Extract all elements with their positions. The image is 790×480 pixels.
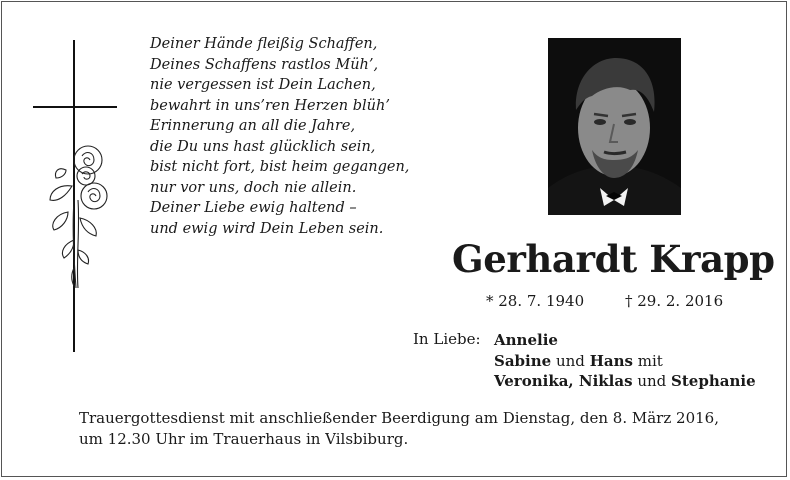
mourner-name: Hans <box>589 351 633 370</box>
mourner-name: Stephanie <box>671 372 756 390</box>
service-line: um 12.30 Uhr im Trauerhaus in Vilsbiburg. <box>79 430 409 448</box>
poem-line: Deines Schaffens rastlos Müh’, <box>150 56 379 73</box>
mourners-line <box>494 351 756 372</box>
poem-line: bewahrt in uns’ren Herzen blüh’ <box>150 97 390 114</box>
mourner-name: Veronika, Niklas <box>494 372 633 390</box>
portrait-photo <box>548 38 681 215</box>
service-line: Trauergottesdienst mit anschließender Beerdigung am Dienstag, den 8. März 2016, <box>79 409 719 427</box>
poem-line: und ewig wird Dein Leben sein. <box>150 220 384 237</box>
roses-icon <box>44 140 116 290</box>
death-date: † 29. 2. 2016 <box>625 292 724 310</box>
poem-line: bist nicht fort, bist heim gegangen, <box>150 159 410 175</box>
cross-icon-bar <box>33 106 117 108</box>
poem-line: Deiner Hände fleißig Schaffen, <box>150 36 378 52</box>
mourners-intro: In Liebe: <box>413 330 481 348</box>
birth-date: * 28. 7. 1940 <box>486 292 585 310</box>
poem-line: die Du uns hast glücklich sein, <box>150 138 376 155</box>
mourners-line <box>494 330 756 351</box>
poem-line: nie vergessen ist Dein Lachen, <box>150 77 376 93</box>
conjunction: mit <box>637 351 663 370</box>
poem-line: Erinnerung an all die Jahre, <box>150 118 356 134</box>
poem-line: Deiner Liebe ewig haltend – <box>150 200 357 216</box>
service-info <box>79 408 779 450</box>
poem-line: nur vor uns, doch nie allein. <box>150 179 357 196</box>
deceased-name: Gerhardt Krapp <box>452 237 775 281</box>
mourners-line <box>494 371 756 392</box>
conjunction: und <box>555 351 585 370</box>
poem <box>150 34 409 239</box>
mourners-list <box>494 330 756 392</box>
mourner-name: Sabine <box>494 351 552 370</box>
conjunction: und <box>637 372 667 390</box>
mourner-name: Annelie <box>494 331 558 349</box>
